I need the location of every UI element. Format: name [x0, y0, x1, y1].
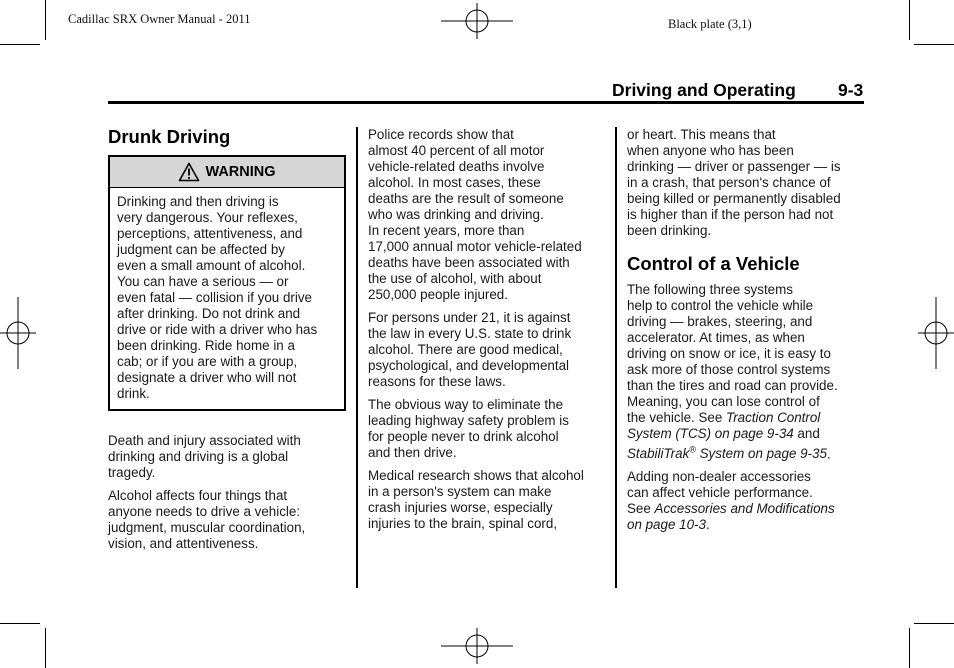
registration-mark-icon	[441, 628, 513, 664]
paragraph-text: .	[705, 517, 710, 533]
registered-mark: ®	[689, 445, 696, 455]
paragraph: Alcohol affects four things that anyone needs to drive a vehicle: judgment, muscular coordination, vision, and attentiveness.	[108, 488, 306, 551]
column-2	[368, 127, 608, 539]
column-3	[627, 127, 867, 540]
crop-mark	[0, 623, 40, 624]
warning-box	[108, 155, 346, 411]
page-number: 9-3	[838, 80, 864, 100]
crop-mark	[45, 0, 46, 40]
column-divider	[356, 127, 358, 588]
cross-reference-link[interactable]	[627, 446, 827, 461]
cross-reference-link[interactable]: Traction Control System (TCS) on page 9‑34	[627, 410, 821, 441]
paragraph: or heart. This means that when anyone who has been drinking — driver or passenger — is in a crash, that person's chance of being killed or permanently disabled is higher than if the person had not been drinking.	[627, 127, 841, 238]
registration-mark-icon	[441, 3, 513, 39]
crop-mark	[909, 628, 910, 668]
warning-text: Drinking and then driving is very dangerous. Your reflexes, perceptions, attentiveness, and judgment can be affected by even a small amount of alcohol. You can have a serious — or even fatal — collision if you drive after drinking. Do not drink and drive or ride with a driver who has been drinking. Ride home in a cab; or if you are with a group, designate a driver who will not drink.	[117, 194, 318, 401]
paragraph-text: The following three systems help to control the vehicle while driving — brakes, steering, and accelerator. At times, as when driving on snow or ice, it is easy to ask more of those control systems than the tires and road can provide. Meaning, you can lose control of the vehicle. See	[627, 282, 838, 425]
paragraph: The obvious way to eliminate the leading highway safety problem is for people never to drink alcohol and then drive.	[368, 397, 569, 460]
link-text: StabiliTrak	[627, 446, 690, 462]
paragraph: Police records show that almost 40 percent of all motor vehicle-related deaths involve alcohol. In most cases, these deaths are the result of someone who was drinking and driving. In recent years, more than 17,000 annual motor vehicle-related deaths have been associated with the use of alcohol, with about 250,000 people injured.	[368, 127, 582, 302]
manual-title: Cadillac SRX Owner Manual - 2011	[68, 12, 251, 26]
paragraph	[627, 469, 867, 533]
crop-mark	[914, 623, 954, 624]
column-divider	[615, 127, 617, 588]
crop-mark	[909, 0, 910, 40]
drunk-driving-heading: Drunk Driving	[108, 126, 231, 147]
warning-header	[110, 157, 344, 188]
cross-reference-link[interactable]: Accessories and Modifications on page 10‑3	[627, 501, 835, 533]
registration-mark-icon	[0, 297, 36, 369]
section-title: Driving and Operating	[612, 80, 796, 100]
header-rule	[108, 101, 864, 104]
crop-mark	[914, 44, 954, 45]
paragraph-text: .	[826, 446, 831, 462]
column-1	[108, 126, 346, 559]
crop-mark	[0, 44, 40, 45]
paragraph: Death and injury associated with drinking and driving is a global tragedy.	[108, 433, 301, 480]
warning-title: WARNING	[205, 164, 276, 180]
paragraph-text: and	[797, 426, 820, 441]
link-text: System on page 9‑35	[695, 446, 827, 462]
registration-mark-icon	[918, 297, 954, 369]
plate-label: Black plate (3,1)	[668, 17, 752, 31]
control-of-vehicle-heading: Control of a Vehicle	[627, 253, 800, 274]
warning-triangle-icon	[178, 162, 200, 182]
paragraph	[627, 282, 867, 462]
paragraph-text: Adding non-dealer accessories can affect vehicle performance. See	[627, 469, 813, 517]
paragraph: For persons under 21, it is against the law in every U.S. state to drink alcohol. There are good medical, psychological, and developmental reasons for these laws.	[368, 310, 572, 389]
paragraph: Medical research shows that alcohol in a person's system can make crash injuries worse, especially injuries to the brain, spinal cord,	[368, 468, 584, 531]
crop-mark	[45, 628, 46, 668]
